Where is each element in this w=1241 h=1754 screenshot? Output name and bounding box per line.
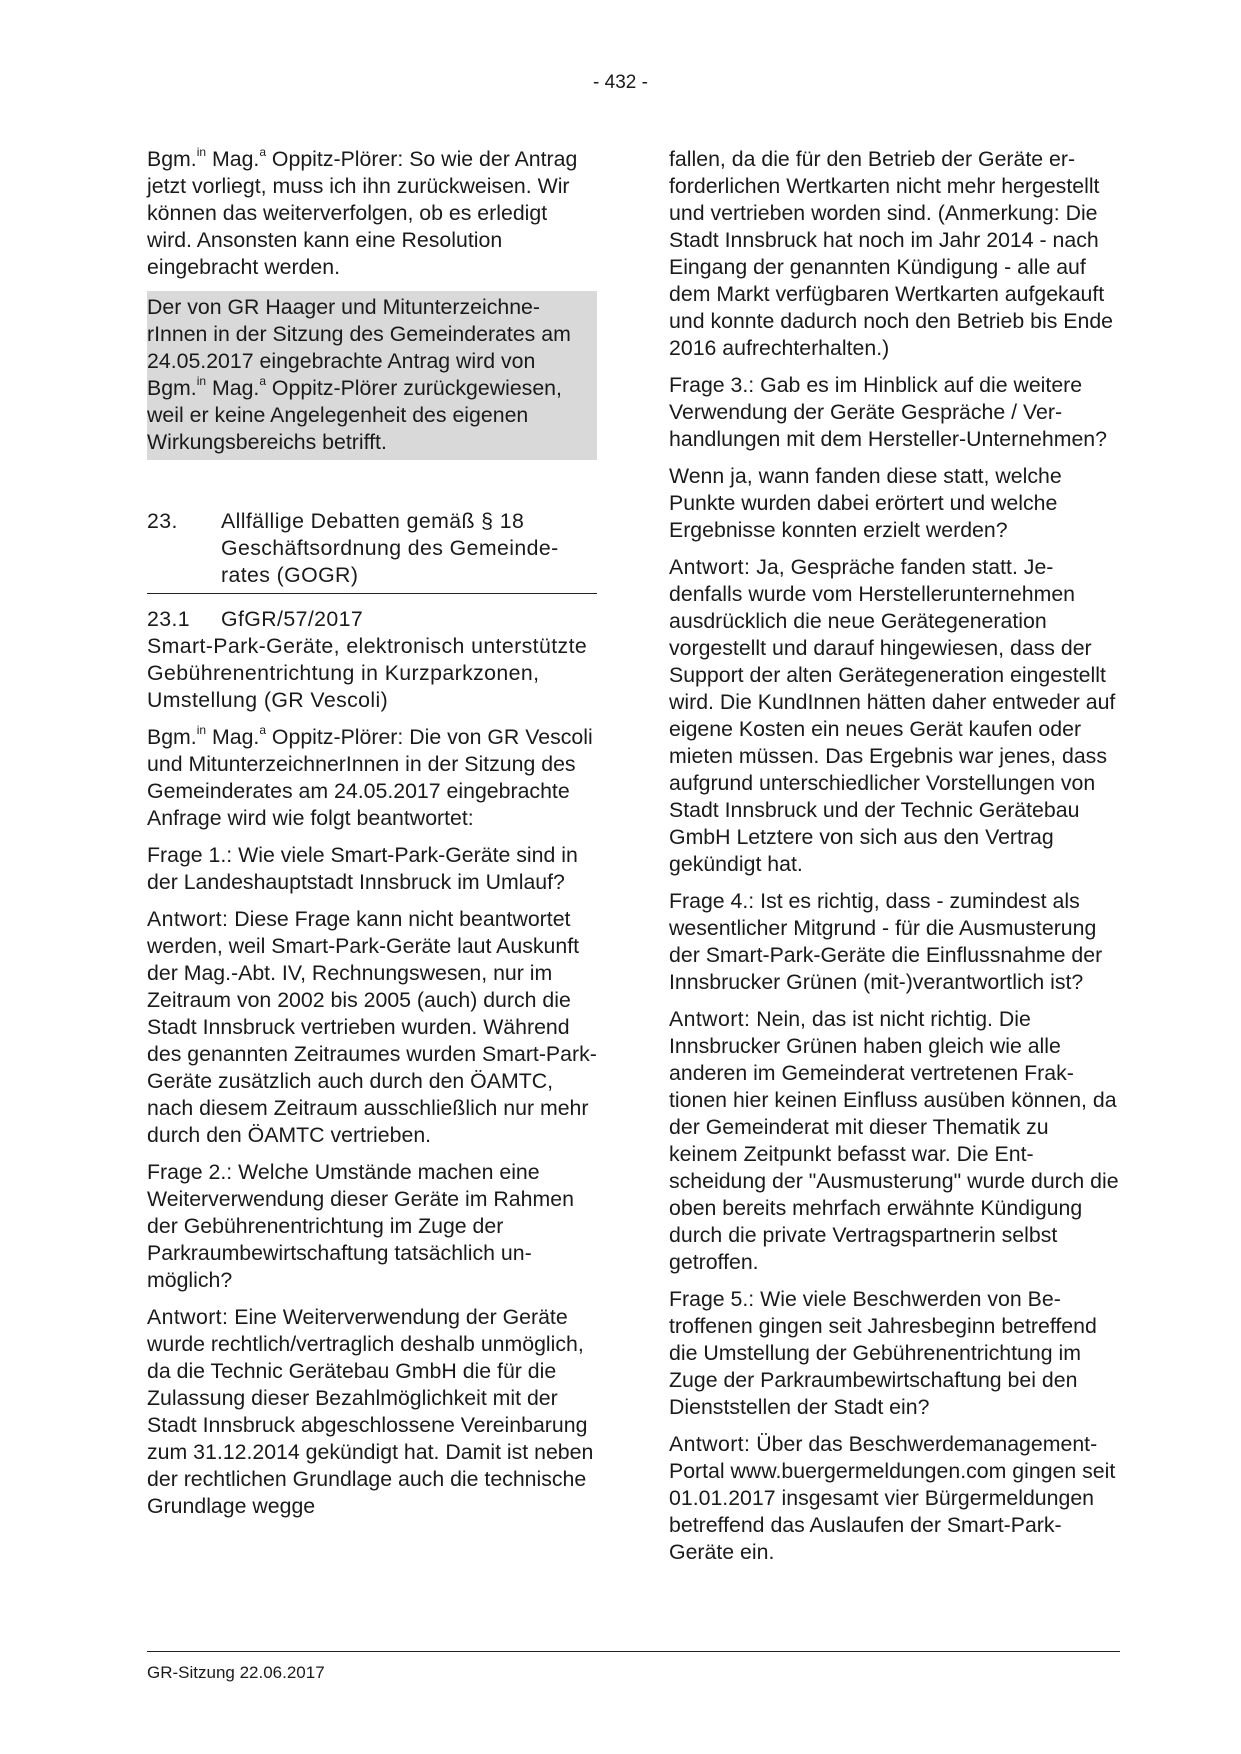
question-4: Frage 4.: Ist es richtig, dass - zumindest als wesentlicher Mitgrund - für die Ausmusterung der Smart-Park-Geräte die Einflussnahme der Innsbrucker Grünen (mit-)verantwortlich ist? — [669, 889, 1103, 994]
footer-rule — [147, 1651, 1120, 1652]
subsection-number: 23.1 — [147, 607, 191, 631]
mayor-statement-1: Bgm.$^{in}$ Mag.$^a$ Oppitz-Plörer: So wie der Antrag jetzt vorliegt, muss ich ihn zurückweisen. Wir können das weiterverfolgen, ob es erledigt wird. Ansonsten kann eine Resolution eingebracht werden. — [147, 144, 578, 279]
answer-1: Antwort: Diese Frage kann nicht beantwortet werden, weil Smart-Park-Geräte laut Auskunft der Mag.-Abt. IV, Rechnungswesen, nur im Zeitraum von 2002 bis 2005 (auch) durch die Stadt Innsbruck vertrieben wurden. Während des genannten Zeitraumes wurden Smart-Park-Geräte zusätzlich auch durch den ÖAMTC, nach diesem Zeitraum ausschließlich nur mehr durch den ÖAMTC vertrieben. — [147, 907, 597, 1147]
resolution-highlight: Der von GR Haager und MitunterzeichnerInnen in der Sitzung des Gemeinderates am 24.05.2017 eingebrachte Antrag wird von Bgm.$^{in}$ Mag.$^a$ Oppitz-Plörer zurückgewiesen, weil er keine Angelegenheit des eigenen Wirkungsbereichs betrifft. — [147, 291, 597, 460]
answer-2: Antwort: Eine Weiterverwendung der Geräte wurde rechtlich/vertraglich deshalb unmöglich, da die Technic Gerätebau GmbH die für die Zulassung dieser Bezahlmöglichkeit mit der Stadt Innsbruck abgeschlossene Vereinbarung zum 31.12.2014 gekündigt hat. Damit ist neben der rechtlichen Grundlage auch die technische Grundlage wegge — [147, 1305, 594, 1518]
question-3: Frage 3.: Gab es im Hinblick auf die weitere Verwendung der Geräte Gespräche / Verhandlungen mit dem Hersteller-Unternehmen? — [669, 373, 1108, 451]
subsection-heading-23-1 — [147, 606, 597, 633]
answer-2-continued: fallen, da die für den Betrieb der Geräte erforderlichen Wertkarten nicht mehr hergestellt und vertrieben worden sind. (Anmerkung: Die Stadt Innsbruck hat noch im Jahr 2014 - nach Eingang der genannten Kündigung - alle auf dem Markt verfügbaren Wertkarten aufgekauft und konnte dadurch noch den Betrieb bis Ende 2016 aufrechterhalten.) — [669, 147, 1114, 360]
answer-3: Antwort: Ja, Gespräche fanden statt. Jedenfalls wurde vom Herstellerunternehmen ausdrücklich die neue Gerätegeneration vorgestellt und darauf hingewiesen, dass der Support der alten Gerätegeneration eingestellt wird. Die KundInnen hätten daher entweder auf eigene Kosten ein neues Gerät kaufen oder mieten müssen. Das Ergebnis war jenes, dass aufgrund unterschiedlicher Vorstellungen von Stadt Innsbruck und der Technic Gerätebau GmbH Letztere von sich aus den Vertrag gekündigt hat. — [669, 555, 1116, 876]
question-1: Frage 1.: Wie viele Smart-Park-Geräte sind in der Landeshauptstadt Innsbruck im Umlauf? — [147, 843, 578, 894]
section-heading-23 — [147, 508, 597, 594]
answer-5: Antwort: Über das Beschwerdemanagement-Portal www.buergermeldungen.com gingen seit 01.01.2017 insgesamt vier Bürgermeldungen betreffend das Auslaufen der Smart-Park-Geräte ein. — [669, 1432, 1116, 1564]
footer-text: GR-Sitzung 22.06.2017 — [147, 1663, 325, 1682]
question-2: Frage 2.: Welche Umstände machen eine Weiterverwendung dieser Geräte im Rahmen der Gebührenentrichtung im Zuge der Parkraumbewirtschaftung tatsächlich unmöglich? — [147, 1160, 574, 1292]
page-number: - 432 - — [593, 72, 648, 93]
question-5: Frage 5.: Wie viele Beschwerden von Betroffenen gingen seit Jahresbeginn betreffend die Umstellung der Gebührenentrichtung im Zuge der Parkraumbewirtschaftung bei den Dienststellen der Stadt ein? — [669, 1287, 1097, 1419]
mayor-statement-2: Bgm.$^{in}$ Mag.$^a$ Oppitz-Plörer: Die von GR Vescoli und MitunterzeichnerInnen in der Sitzung des Gemeinderates am 24.05.2017 eingebrachte Anfrage wird wie folgt beantwortet: — [147, 722, 593, 830]
section-number: 23. — [147, 509, 178, 533]
section-title: Allfällige Debatten gemäß § 18 Geschäftsordnung des Gemeinderates (GOGR) — [221, 509, 559, 587]
question-3-followup: Wenn ja, wann fanden diese statt, welche Punkte wurden dabei erörtert und welche Ergebnisse konnten erzielt werden? — [669, 464, 1062, 542]
right-column — [669, 146, 1119, 1576]
subsection-ref: GfGR/57/2017 — [221, 607, 364, 631]
left-column — [147, 146, 597, 1530]
subsection-title: Smart-Park-Geräte, elektronisch unterstützte Gebührenentrichtung in Kurzparkzonen, Umstellung (GR Vescoli) — [147, 634, 588, 712]
answer-4: Antwort: Nein, das ist nicht richtig. Die Innsbrucker Grünen haben gleich wie alle anderen im Gemeinderat vertretenen Fraktionen hier keinen Einfluss ausüben können, da der Gemeinderat mit dieser Thematik zu keinem Zeitpunkt befasst war. Die Entscheidung der "Ausmusterung" wurde durch die oben bereits mehrfach erwähnte Kündigung durch die private Vertragspartnerin selbst getroffen. — [669, 1007, 1119, 1274]
